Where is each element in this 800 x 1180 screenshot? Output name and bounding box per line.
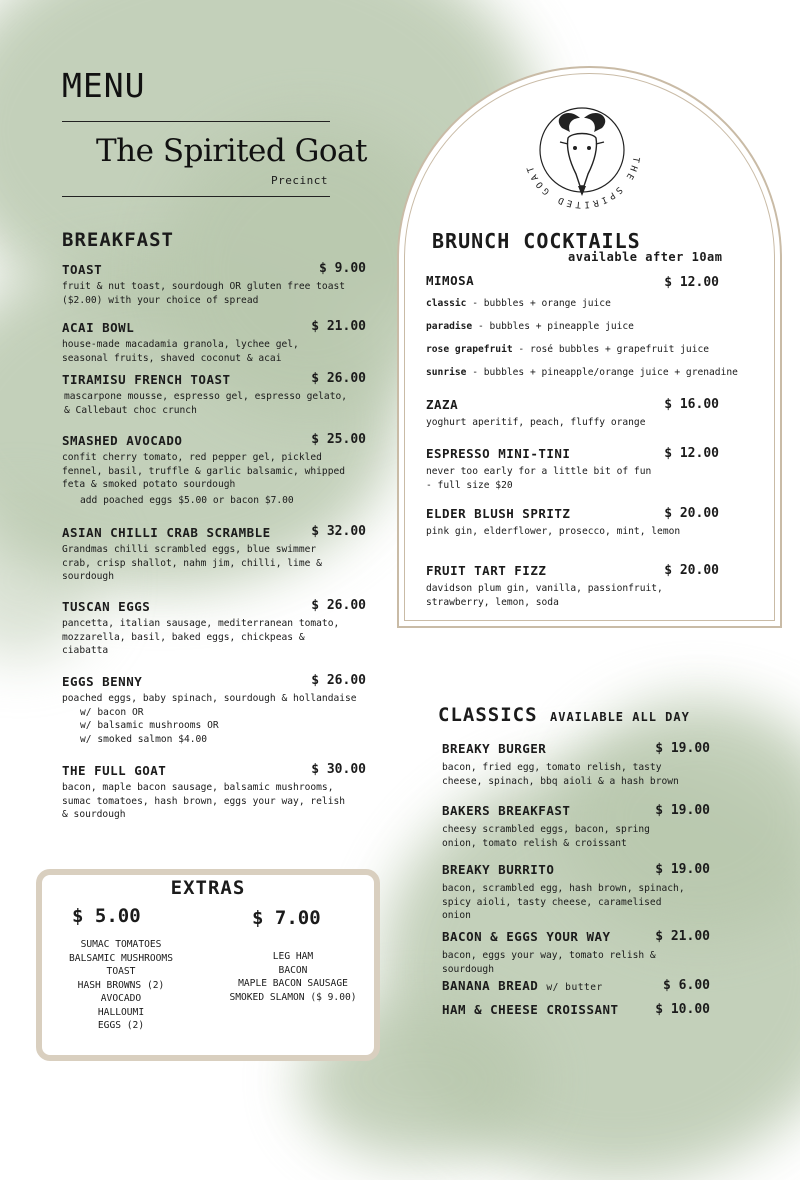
menu-item-price: $ 26.00 <box>311 673 366 688</box>
menu-item-desc: crab, crisp shallot, nahm jim, chilli, lime & <box>62 557 322 569</box>
menu-item-desc: onion <box>442 910 471 921</box>
menu-item-desc: fennel, basil, truffle & garlic balsamic, whipped <box>62 465 346 477</box>
extras-col-2 <box>218 950 368 1004</box>
mimosa-variant <box>426 343 709 357</box>
menu-item-desc: pancetta, italian sausage, mediterranean tomato, <box>62 618 340 629</box>
menu-item-name <box>442 1002 619 1017</box>
menu-item-price: $ 16.00 <box>664 397 719 412</box>
menu-item-name-text: BREAKY BURGER <box>442 741 547 756</box>
extras-item: HASH BROWNS (2) <box>77 979 165 991</box>
menu-item-name: SMASHED AVOCADO <box>62 433 183 448</box>
menu-item-name-text: HAM & CHEESE CROISSANT <box>442 1002 619 1017</box>
goat-icon <box>522 88 642 213</box>
menu-item-extra: w/ bacon OR <box>80 706 144 718</box>
menu-item-desc: bacon, maple bacon sausage, balsamic mushrooms, <box>62 782 334 793</box>
menu-item-extra: w/ balsamic mushrooms OR <box>80 720 219 731</box>
menu-item-price: $ 6.00 <box>663 978 710 993</box>
extras-item: SMOKED SLAMON ($ 9.00) <box>229 991 357 1003</box>
menu-item-price: $ 12.00 <box>664 275 719 290</box>
mimosa-variant-text: - bubbles + pineapple/orange juice + grenadine <box>472 367 738 378</box>
menu-item-price: $ 9.00 <box>319 261 366 276</box>
page-title: MENU <box>62 66 146 105</box>
extras-item: AVOCADO <box>100 993 142 1004</box>
menu-item-desc: house-made macadamia granola, lychee gel, <box>62 339 299 350</box>
menu-item-desc: sourdough <box>442 963 494 975</box>
logo-ring-text: THE SPIRITED GOAT <box>524 155 641 210</box>
menu-item-desc: davidson plum gin, vanilla, passionfruit, <box>426 583 663 594</box>
extras-item: LEG HAM <box>272 951 314 962</box>
extras-item: BALSAMIC MUSHROOMS <box>69 952 173 964</box>
menu-item-desc: fruit & nut toast, sourdough OR gluten free toast <box>62 281 346 292</box>
menu-item-name: ELDER BLUSH SPRITZ <box>426 506 571 521</box>
menu-item-name: THE FULL GOAT <box>62 763 167 778</box>
menu-item-desc: strawberry, lemon, soda <box>426 596 559 608</box>
menu-item-desc: yoghurt aperitif, peach, fluffy orange <box>426 417 646 428</box>
menu-item-desc: onion, tomato relish & croissant <box>442 837 627 849</box>
menu-item-desc: ($2.00) with your choice of spread <box>62 294 259 306</box>
extras-item: EGGS (2) <box>97 1020 145 1031</box>
mimosa-variant-label: sunrise <box>426 367 467 378</box>
brand-name: The Spirited Goat <box>96 133 367 169</box>
goat-logo <box>522 88 642 213</box>
mimosa-variant <box>426 366 738 380</box>
menu-item-desc: mozzarella, basil, baked eggs, chickpeas & <box>62 631 305 643</box>
menu-item-name-text: BACON & EGGS YOUR WAY <box>442 929 611 944</box>
menu-item-desc: & Callebaut choc crunch <box>64 404 197 416</box>
menu-item-name: TUSCAN EGGS <box>62 599 151 614</box>
menu-item-name: ASIAN CHILLI CRAB SCRAMBLE <box>62 525 271 540</box>
extras-item: TOAST <box>106 966 136 977</box>
divider <box>62 121 330 122</box>
menu-item-price: $ 20.00 <box>664 563 719 578</box>
menu-item-name <box>442 929 611 944</box>
menu-item-desc: spicy aioli, tasty cheese, caramelised <box>442 896 662 908</box>
menu-item-desc: poached eggs, baby spinach, sourdough & hollandaise <box>62 693 357 704</box>
menu-item-desc: never too early for a little bit of fun <box>426 466 652 477</box>
menu-item-name <box>442 862 554 877</box>
menu-item-price: $ 26.00 <box>311 371 366 386</box>
menu-item-price: $ 21.00 <box>311 319 366 334</box>
mimosa-variant-label: rose grapefruit <box>426 344 513 355</box>
menu-item-price: $ 12.00 <box>664 446 719 461</box>
menu-item-name: ESPRESSO MINI-TINI <box>426 446 571 461</box>
menu-item-note: w/ butter <box>546 982 603 993</box>
mimosa-variant-label: paradise <box>426 321 473 332</box>
menu-item-name <box>442 803 570 818</box>
divider <box>62 196 330 197</box>
menu-item-price: $ 30.00 <box>311 762 366 777</box>
menu-item-extra: add poached eggs $5.00 or bacon $7.00 <box>80 494 294 506</box>
menu-item-name <box>442 978 603 993</box>
menu-item-desc: bacon, eggs your way, tomato relish & <box>442 950 656 961</box>
menu-item-price: $ 19.00 <box>655 741 710 756</box>
menu-item-name: ZAZA <box>426 397 459 412</box>
menu-item-name: MIMOSA <box>426 273 475 288</box>
mimosa-variant <box>426 320 634 334</box>
classics-title: CLASSICS <box>438 704 538 726</box>
menu-item-desc: cheese, spinach, bbq aioli & a hash brown <box>442 775 679 787</box>
extras-box <box>36 869 380 1061</box>
menu-item-desc: seasonal fruits, shaved coconut & acai <box>62 352 282 364</box>
menu-item-price: $ 19.00 <box>655 862 710 877</box>
extras-price-2: $ 7.00 <box>252 907 321 929</box>
menu-item-price: $ 25.00 <box>311 432 366 447</box>
breakfast-title: BREAKFAST <box>62 229 174 251</box>
menu-item-name: EGGS BENNY <box>62 674 143 689</box>
extras-title: EXTRAS <box>170 877 246 899</box>
menu-item-desc: bacon, fried egg, tomato relish, tasty <box>442 762 662 773</box>
cocktails-subtitle: available after 10am <box>568 250 723 264</box>
menu-item-desc: - full size $20 <box>426 479 513 491</box>
menu-item-desc: sourdough <box>62 571 114 582</box>
menu-item-desc: & sourdough <box>62 809 126 820</box>
menu-item-name: ACAI BOWL <box>62 320 135 335</box>
cocktails-title: BRUNCH COCKTAILS <box>432 229 641 253</box>
menu-item-price: $ 20.00 <box>664 506 719 521</box>
menu-item-name <box>442 741 546 756</box>
menu-item-price: $ 21.00 <box>655 929 710 944</box>
menu-item-price: $ 26.00 <box>311 598 366 613</box>
menu-item-name-text: BREAKY BURRITO <box>442 862 555 877</box>
menu-item-desc: bacon, scrambled egg, hash brown, spinach, <box>442 883 685 894</box>
menu-item-name: TIRAMISU FRENCH TOAST <box>62 372 231 387</box>
menu-item-name-text: BANANA BREAD <box>442 978 539 993</box>
menu-item-desc: mascarpone mousse, espresso gel, espresso gelato, <box>64 391 348 402</box>
extras-price-1: $ 5.00 <box>72 905 141 927</box>
menu-item-desc: ciabatta <box>62 645 109 656</box>
mimosa-variant-text: - bubbles + pineapple juice <box>478 321 634 332</box>
menu-item-desc: feta & smoked potato sourdough <box>62 479 236 490</box>
mimosa-variant-text: - bubbles + orange juice <box>472 298 611 309</box>
menu-item-name-text: BAKERS BREAKFAST <box>442 803 571 818</box>
extras-item: HALLOUMI <box>97 1006 145 1018</box>
extras-item: BACON <box>278 964 308 976</box>
extras-col-1 <box>46 938 196 1033</box>
menu-item-name: TOAST <box>62 262 103 277</box>
menu-item-desc: sumac tomatoes, hash brown, eggs your way, relish <box>62 795 346 807</box>
menu-item-desc: confit cherry tomato, red pepper gel, pickled <box>62 452 322 463</box>
menu-item-extra: w/ smoked salmon $4.00 <box>80 733 208 745</box>
classics-subtitle: AVAILABLE ALL DAY <box>550 710 690 724</box>
mimosa-variant-text: - rosé bubbles + grapefruit juice <box>518 344 710 355</box>
menu-item-desc: cheesy scrambled eggs, bacon, spring <box>442 824 650 835</box>
menu-item-desc: pink gin, elderflower, prosecco, mint, lemon <box>426 526 681 537</box>
brand-sub: Precinct <box>271 174 328 187</box>
extras-item: SUMAC TOMATOES <box>80 939 162 950</box>
mimosa-variant-label: classic <box>426 298 467 309</box>
menu-item-price: $ 32.00 <box>311 524 366 539</box>
menu-item-name: FRUIT TART FIZZ <box>426 563 547 578</box>
menu-item-price: $ 19.00 <box>655 803 710 818</box>
menu-item-desc: Grandmas chilli scrambled eggs, blue swimmer <box>62 544 317 555</box>
extras-item: MAPLE BACON SAUSAGE <box>238 978 348 989</box>
mimosa-variant <box>426 297 611 311</box>
menu-item-price: $ 10.00 <box>655 1002 710 1017</box>
